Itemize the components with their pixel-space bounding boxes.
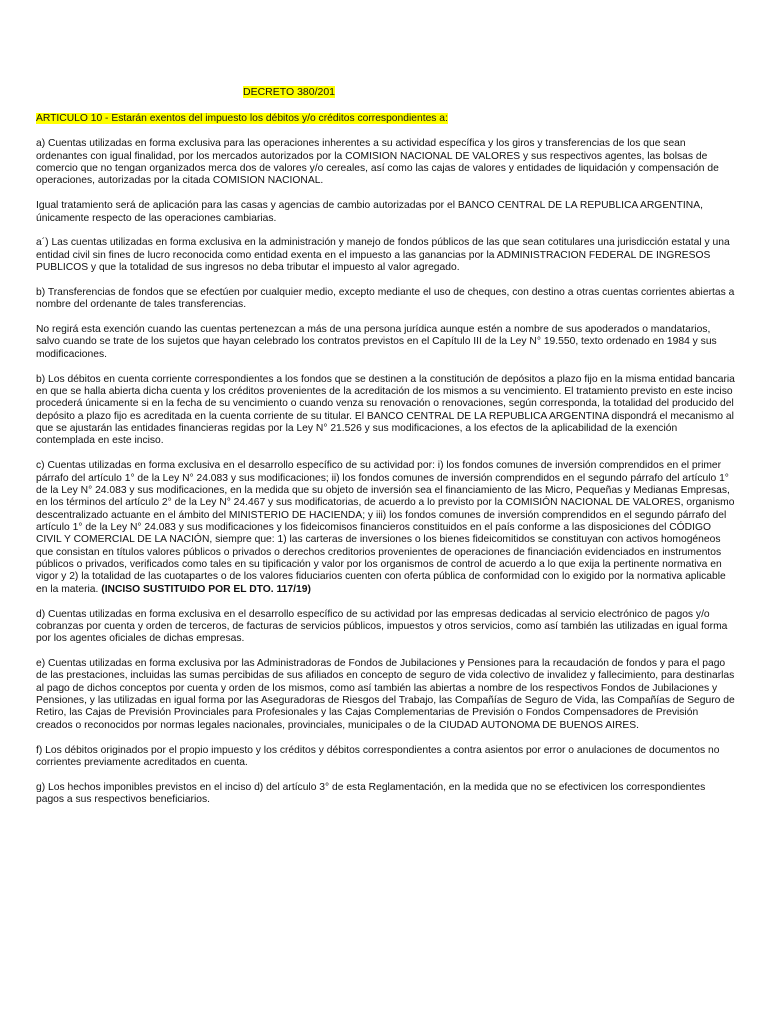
decree-title: DECRETO 380/201: [243, 86, 336, 98]
paragraph-a-prime: a´) Las cuentas utilizadas en forma exclusiva en la administración y manejo de fondos públicos de las que sean cotitulares una jurisdicción estatal y una entidad civil sin fines de lucro reconocida como entidad exenta en el impuesto a las ganancias por la ADMINISTRACION FEDERAL DE INGRESOS PUBLICOS y que la totalidad de sus ingresos no deba tributar el impuesto al valor agregado.: [36, 237, 730, 274]
paragraph-c-block: [36, 460, 736, 596]
paragraph-g: g) Los hechos imponibles previstos en el inciso d) del artículo 3° de esta Reglamentación, en la medida que no se efectivicen los correspondientes pagos a sus respectivos beneficiarios.: [36, 781, 706, 806]
paragraph-a-casas-cambio: Igual tratamiento será de aplicación para las casas y agencias de cambio autorizadas por el BANCO CENTRAL DE LA REPUBLICA ARGENTINA, únicamente respecto de las operaciones cambiarias.: [36, 200, 703, 224]
decree-title-line: [243, 86, 736, 99]
paragraph-c: c) Cuentas utilizadas en forma exclusiva en el desarrollo específico de su actividad por: i) los fondos comunes de inversión comprendidos en el primer párrafo del artículo 1° de la Ley N° 24.083 y sus modificaciones; ii) los fondos comunes de inversión comprendidos en el segundo párrafo del artículo 1° de la Ley N° 24.083 y sus modificaciones, en la medida que su objeto de inversión sea el financiamiento de las Micro, Pequeñas y Medianas Empresas, en los términos del artículo 2° de la Ley N° 24.467 y sus modificatorias, de acuerdo a lo previsto por la COMISIÓN NACIONAL DE VALORES, organismo descentralizado actuante en el ámbito del MINISTERIO DE HACIENDA; y iii) los fondos comunes de inversión comprendidos en el segundo párrafo del artículo 1° de la Ley N° 24.083 y sus modificaciones y los fideicomisos financieros constituidos en el país conforme a las disposiciones del CÓDIGO CIVIL Y COMERCIAL DE LA NACIÓN, siempre que: 1) las carteras de inversiones o los bienes fideicomitidos se constituyan con activos homogéneos que consistan en títulos valores públicos o privados o derechos creditorios provenientes de operaciones de financiación evidenciados en instrumentos públicos o privados, verificados como tales en su tipificación y valor por los organismos de control de acuerdo a lo que exija la pertinente normativa en vigor y 2) la totalidad de las cuotapartes o de los valores fiduciarios cuenten con oferta pública de conformidad con lo exigido por la normativa aplicable en la materia.: [36, 460, 735, 595]
paragraph-b: b) Transferencias de fondos que se efectúen por cualquier medio, excepto mediante el uso de cheques, con destino a otras cuentas corrientes abiertas a nombre del ordenante de tales transferencias.: [36, 286, 735, 311]
paragraph-e: e) Cuentas utilizadas en forma exclusiva por las Administradoras de Fondos de Jubilaciones y Pensiones para la recaudación de fondos y para el pago de las prestaciones, incluidas las sumas percibidas de sus afiliados en concepto de seguro de vida colectivo de invalidez y fallecimiento, para destinarlas al pago de dichos conceptos por cuenta y orden de los mismos, como así también las abiertas a nombre de los respectivos Fondos de Jubilaciones y Pensiones, y las utilizadas en igual forma por las Aseguradoras de Riesgos del Trabajo, las Compañías de Seguro de Vida, las Compañías de Seguro de Retiro, las Cajas de Previsión Provinciales para Profesionales y las Cajas Complementarias de Previsión o Fondos Compensadores de Previsión creados o reconocidos por normas legales nacionales, provinciales, municipales o de la CIUDAD AUTONOMA DE BUENOS AIRES.: [36, 658, 735, 731]
paragraph-f: f) Los débitos originados por el propio impuesto y los créditos y débitos correspondientes a contra asientos por error o anulaciones de documentos no corrientes previamente acreditados en cuenta.: [36, 744, 720, 768]
paragraph-b-exclusion: No regirá esta exención cuando las cuentas pertenezcan a más de una persona jurídica aunque estén a nombre de sus apoderados o mandatarios, salvo cuando se trate de los sujetos que hayan celebrado los contratos previstos en el Capítulo III de la Ley N° 19.550, texto ordenado en 1984 y sus modificaciones.: [36, 324, 717, 360]
paragraph-a: a) Cuentas utilizadas en forma exclusiva para las operaciones inherentes a su actividad específica y los giros y transferencias de los que sean ordenantes con igual finalidad, por los mercados autorizados por la COMISION NACIONAL DE VALORES y sus respectivos agentes, las bolsas de comercio que no tengan organizados merca dos de valores y/o cereales, así como las cajas de valores y entidades de liquidación y compensación de operaciones, autorizadas por la citada COMISION NACIONAL.: [36, 138, 719, 187]
article-heading-line: [36, 113, 736, 125]
paragraph-b-plazo-fijo: b) Los débitos en cuenta corriente correspondientes a los fondos que se destinen a la constitución de depósitos a plazo fijo en la misma entidad bancaria en que se halla abierta dicha cuenta y los créditos provenientes de la acreditación de los mismos a su vencimiento. El tratamiento previsto en este inciso procederá únicamente si en la fecha de su vencimiento o cuando venza su renovación o renovaciones, según corresponda, la totalidad del producido del depósito a plazo fijo es acreditada en la cuenta corriente de su titular. El BANCO CENTRAL DE LA REPUBLICA ARGENTINA dispondrá el mecanismo al que se ajustarán las entidades financieras regidas por la Ley N° 21.526 y sus modificaciones, a los efectos de la aplicabilidad de la exención contemplada en este inciso.: [36, 373, 735, 447]
article-heading: ARTICULO 10 - Estarán exentos del impuesto los débitos y/o créditos correspondientes a:: [36, 113, 448, 124]
document-page: [36, 86, 736, 819]
paragraph-d: d) Cuentas utilizadas en forma exclusiva en el desarrollo específico de su actividad por las empresas dedicadas al servicio electrónico de pagos y/o cobranzas por cuenta y orden de terceros, de facturas de servicios públicos, impuestos y otros servicios, como así también las utilizadas en igual forma por los agentes oficiales de dichas empresas.: [36, 608, 728, 645]
paragraph-c-note: (INCISO SUSTITUIDO POR EL DTO. 117/19): [101, 583, 311, 595]
